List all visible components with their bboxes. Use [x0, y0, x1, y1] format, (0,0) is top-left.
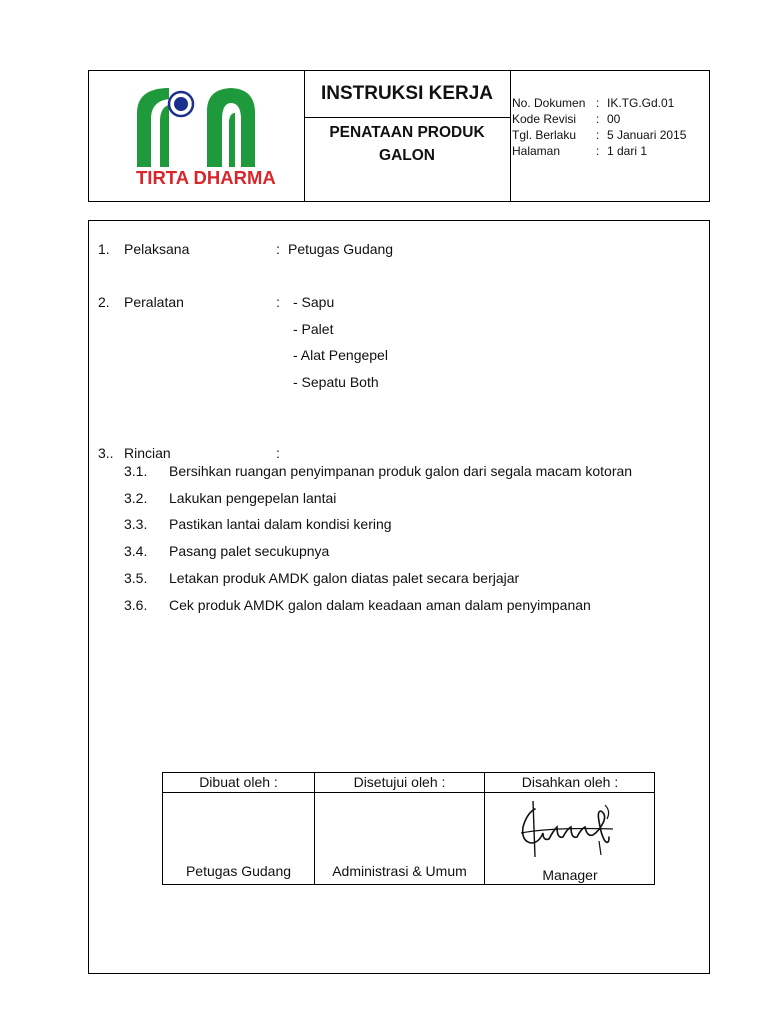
section-1-value: Petugas Gudang	[288, 241, 394, 257]
title-cell	[304, 71, 511, 201]
meta-value: IK.TG.Gd.01	[607, 96, 675, 110]
section-2-label: Peralatan	[124, 294, 184, 310]
meta-label: No. Dokumen	[512, 96, 586, 110]
document-subtitle	[304, 121, 510, 167]
document-header	[88, 70, 710, 202]
equipment-item: - Sepatu Both	[293, 374, 379, 390]
subtitle-line-2: GALON	[379, 147, 435, 164]
signature-role-authorized: Manager	[542, 867, 598, 883]
tirta-dharma-logo	[89, 71, 304, 201]
section-3-colon: :	[276, 445, 280, 461]
step-number: 3.4.	[124, 543, 148, 559]
signature-role-approved: Administrasi & Umum	[332, 863, 467, 879]
section-2-colon: :	[276, 294, 280, 310]
equipment-item: - Palet	[293, 321, 334, 337]
signature-header-prepared: Dibuat oleh :	[199, 774, 278, 790]
logo-arches-icon	[137, 88, 279, 167]
signature-table	[162, 772, 655, 885]
signature-header-divider	[163, 792, 654, 793]
meta-value: 5 Januari 2015	[607, 128, 687, 142]
meta-label: Halaman	[512, 144, 561, 158]
step-number: 3.2.	[124, 490, 148, 506]
equipment-item: - Sapu	[293, 294, 335, 310]
signature-header-approved: Disetujui oleh :	[353, 774, 446, 790]
signature-header-authorized: Disahkan oleh :	[521, 774, 619, 790]
title-divider	[304, 117, 510, 118]
meta-value: 00	[607, 112, 621, 126]
meta-value: 1 dari 1	[607, 144, 648, 158]
step-text: Lakukan pengepelan lantai	[169, 490, 337, 506]
logo-text: TIRTA DHARMA	[136, 167, 276, 188]
logo-cell	[89, 71, 305, 201]
subtitle-line-1: PENATAAN PRODUK	[329, 124, 485, 141]
meta-colon: :	[596, 112, 600, 126]
equipment-item: - Alat Pengepel	[293, 347, 388, 363]
section-1-colon: :	[276, 241, 280, 257]
section-2-number: 2.	[98, 294, 110, 310]
step-text: Cek produk AMDK galon dalam keadaan aman dalam penyimpanan	[169, 597, 591, 613]
step-number: 3.5.	[124, 570, 148, 586]
step-text: Pasang palet secukupnya	[169, 543, 330, 559]
meta-colon: :	[596, 144, 600, 158]
meta-label: Tgl. Berlaku	[512, 128, 577, 142]
step-text: Pastikan lantai dalam kondisi kering	[169, 516, 392, 532]
step-number: 3.3.	[124, 516, 148, 532]
section-1-label: Pelaksana	[124, 241, 190, 257]
document-title: INSTRUKSI KERJA	[320, 83, 494, 104]
meta-colon: :	[596, 96, 600, 110]
step-text: Bersihkan ruangan penyimpanan produk galon dari segala macam kotoran	[169, 463, 633, 479]
meta-label: Kode Revisi	[512, 112, 577, 126]
handwritten-signature-icon	[513, 797, 623, 867]
meta-colon: :	[596, 128, 600, 142]
section-1-number: 1.	[98, 241, 110, 257]
step-text: Letakan produk AMDK galon diatas palet secara berjajar	[169, 570, 520, 586]
signature-role-prepared: Petugas Gudang	[185, 863, 292, 879]
section-3-number: 3..	[98, 445, 114, 461]
step-number: 3.6.	[124, 597, 148, 613]
step-number: 3.1.	[124, 463, 148, 479]
section-3-label: Rincian	[124, 445, 171, 461]
